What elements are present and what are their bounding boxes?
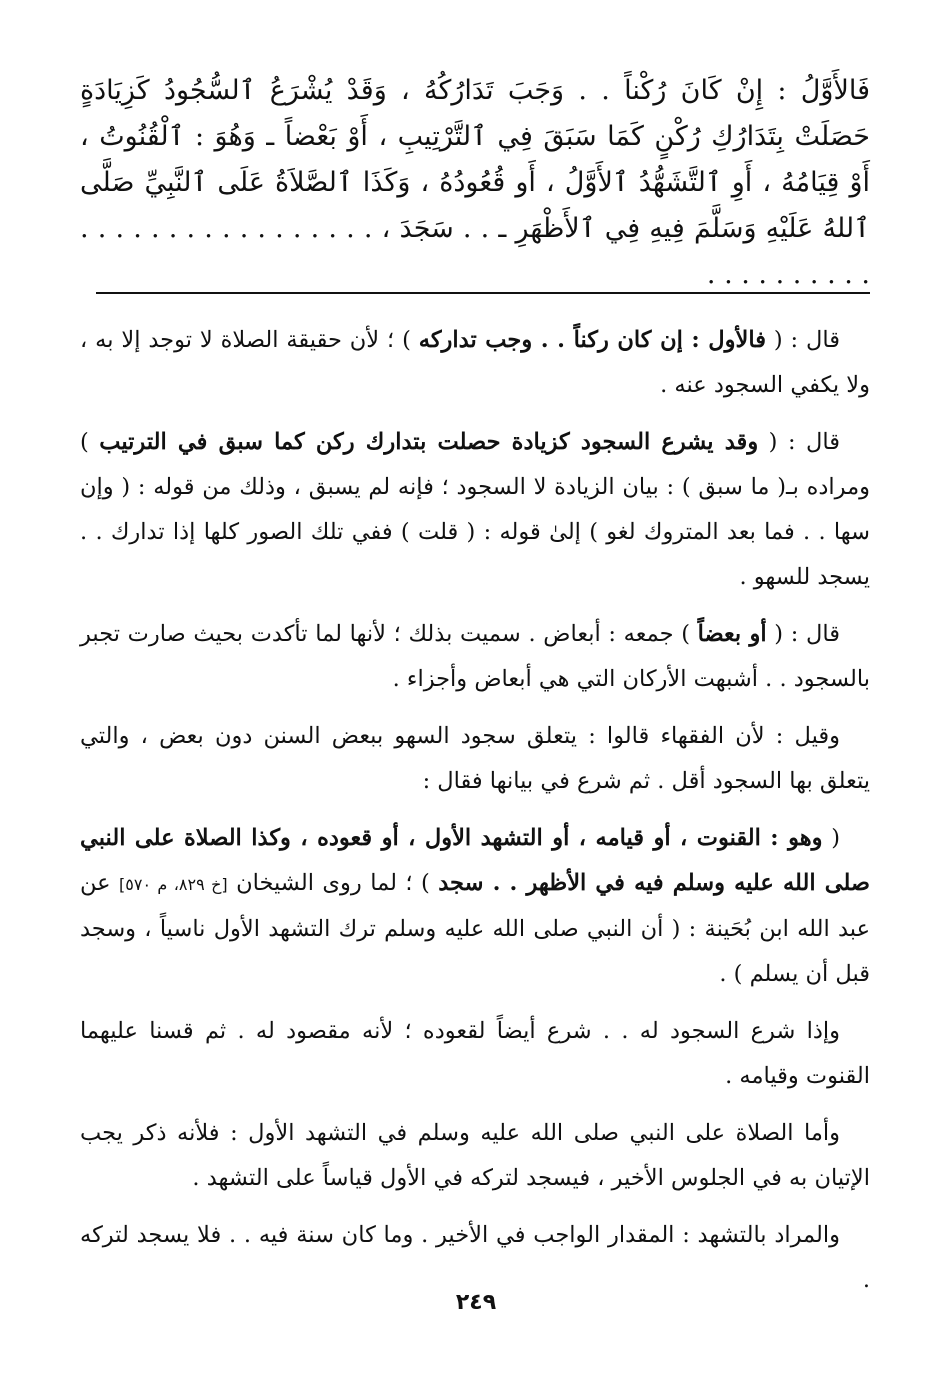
matn-dots: . . . . . . . . . . . . . . . . . . . . . . . . . . . bbox=[80, 213, 870, 290]
sharh-paragraph-4: وقيل : لأن الفقهاء قالوا : يتعلق سجود السهو ببعض السنن دون بعض ، والتي يتعلق بها السجود أقل . ثم شرع في بيانها فقال : bbox=[80, 723, 870, 794]
matn-body: فَالأَوَّلُ : إِنْ كَانَ رُكْناً . . وَجَبَ تَدَارُكُهُ ، وَقَدْ يُشْرَعُ ٱلسُّجُودُ كَزِيَادَةٍ حَصَلَتْ بِتَدَارُكِ رُكْنٍ كَمَا سَبَقَ فِي ٱلتَّرْتِيبِ ، أَوْ بَعْضاً ـ وَهُوَ : ٱلْقُنُوتُ ، أَوْ قِيَامُهُ ، أَوِ ٱلتَّشَهُّدُ ٱلأَوَّلُ ، أَو قُعُودُهُ ، وَكَذَا ٱلصَّلاَةُ عَلَى ٱلنَّبِيِّ صَلَّى ٱللهُ عَلَيْهِ وَسَلَّمَ فِيهِ فِي ٱلأَظْهَرِ ـ . . سَجَدَ ، bbox=[80, 75, 870, 244]
para-intro: قال : ( bbox=[758, 429, 840, 455]
page-number: ٢٤٩ bbox=[455, 1290, 497, 1315]
quoted-matn: وهو : القنوت ، أو قيامه ، أو التشهد الأول ، أو قعوده ، وكذا الصلاة على النبي صلى الله عليه وسلم فيه في الأظهر . . سجد bbox=[80, 825, 871, 896]
para-text: ) ؛ لما روى الشيخان bbox=[227, 870, 439, 896]
quoted-matn: وقد يشرع السجود كزيادة حصلت بتدارك ركن كما سبق في الترتيب bbox=[99, 429, 759, 455]
para-intro: قال : ( bbox=[765, 327, 840, 353]
para-text: ) ؛ لأن حقيقة الصلاة لا توجد إلا به ، ولا يكفي السجود عنه . bbox=[80, 327, 870, 398]
matn-section bbox=[80, 68, 870, 298]
para-text: ) جمعه : أبعاض . سميت بذلك ؛ لأنها لما تأكدت بحيث صارت تجبر بالسجود . . أشبهت الأركان التي هي أبعاض وأجزاء . bbox=[80, 621, 870, 692]
sharh-paragraph-3 bbox=[80, 612, 870, 702]
para-intro: ( bbox=[822, 825, 840, 851]
sharh-paragraph-5 bbox=[80, 816, 870, 997]
hadith-reference: [خ ٨٢٩، م ٥٧٠] bbox=[119, 875, 228, 894]
sharh-paragraph-7: وأما الصلاة على النبي صلى الله عليه وسلم في التشهد الأول : فلأنه ذكر يجب الإتيان به في الجلوس الأخير ، فيسجد لتركه في الأول قياساً على التشهد . bbox=[80, 1120, 870, 1191]
section-divider bbox=[96, 292, 870, 294]
sharh-paragraph-2 bbox=[80, 420, 870, 600]
para-text: عن عبد الله ابن بُحَينة : ( أن النبي صلى الله عليه وسلم ترك التشهد الأول ناسياً ، وسجد قبل أن يسلم ) . bbox=[80, 870, 870, 987]
quoted-matn: فالأول : إن كان ركناً . . وجب تداركه bbox=[418, 327, 766, 353]
sharh-section bbox=[80, 318, 870, 1315]
para-intro: قال : ( bbox=[766, 621, 840, 647]
sharh-paragraph-6: وإذا شرع السجود له . . شرع أيضاً لقعوده ؛ لأنه مقصود له . ثم قسنا عليهما القنوت وقيامه . bbox=[80, 1018, 870, 1089]
quoted-matn: أو بعضاً bbox=[697, 621, 767, 647]
para-text: ) ومراده بـ( ما سبق ) : بيان الزيادة لا السجود ؛ فإنه لم يسبق ، وذلك من قوله : ( وإن سها . . فما بعد المتروك لغو ) إلىٰ قوله : ( قلت ) ففي تلك الصور كلها إذا تدارك . . يسجد للسهو . bbox=[80, 429, 870, 590]
sharh-paragraph-8: والمراد بالتشهد : المقدار الواجب في الأخير . وما كان سنة فيه . . فلا يسجد لتركه . bbox=[80, 1222, 870, 1293]
matn-text bbox=[80, 68, 870, 298]
sharh-paragraph-1 bbox=[80, 318, 870, 408]
